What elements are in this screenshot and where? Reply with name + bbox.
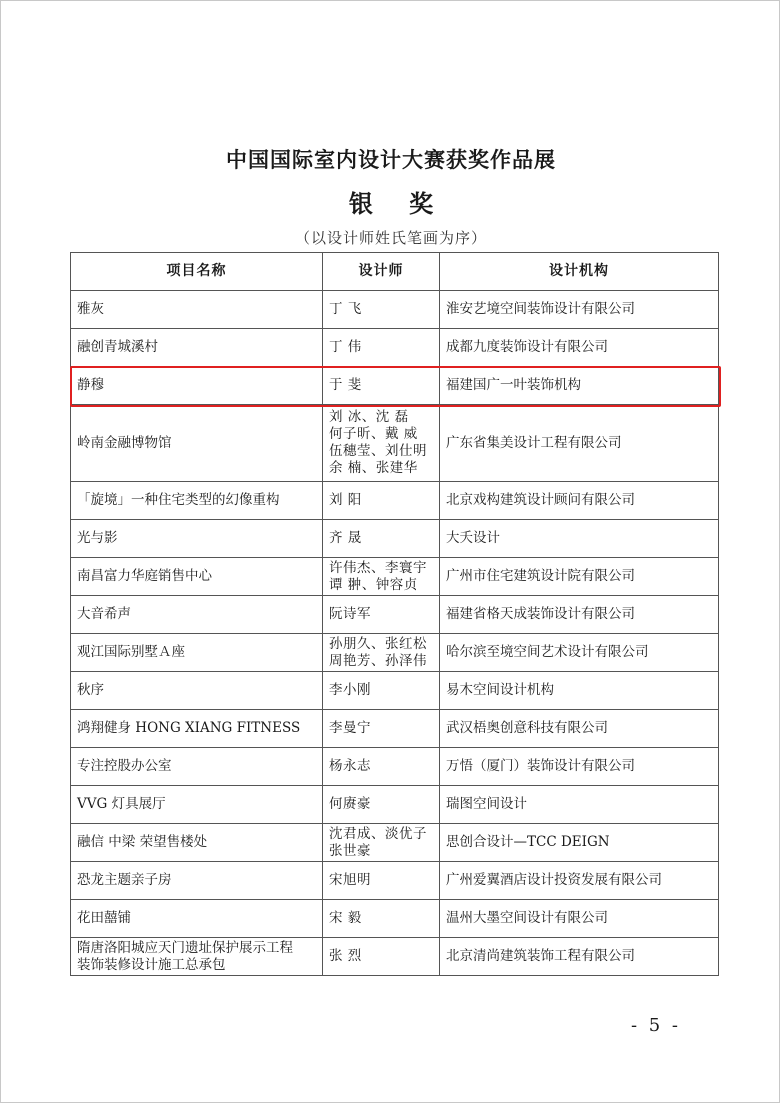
organization-cell: 北京清尚建筑装饰工程有限公司 <box>440 938 719 976</box>
project-name-cell <box>71 329 323 367</box>
table-row <box>71 558 719 596</box>
project-name-cell <box>71 672 323 710</box>
organization-cell: 广州爱翼酒店设计投资发展有限公司 <box>440 862 719 900</box>
ordering-note: （以设计师姓氏笔画为序） <box>294 229 487 247</box>
designer-name-line: 孙朋久、张红松 <box>329 635 427 652</box>
table-row <box>71 786 719 824</box>
table-row <box>71 710 719 748</box>
organization-cell: 福建国广一叶装饰机构 <box>440 367 719 405</box>
designer-cell <box>323 900 440 938</box>
project-name-line: 恐龙主题亲子房 <box>77 872 172 888</box>
organization-cell: 福建省格天成装饰设计有限公司 <box>440 596 719 634</box>
designer-cell <box>323 634 440 672</box>
designer-cell <box>323 482 440 520</box>
project-name-line: 光与影 <box>77 530 118 546</box>
designer-name-line: 李小刚 <box>329 682 371 698</box>
table-row <box>71 672 719 710</box>
designer-cell <box>323 748 440 786</box>
project-name-line: 秋序 <box>77 682 104 698</box>
project-name-line: 隋唐洛阳城应天门遗址保护展示工程 <box>77 939 293 956</box>
organization-cell: 万悟（厦门）装饰设计有限公司 <box>440 748 719 786</box>
designer-cell <box>323 672 440 710</box>
designer-name-line: 阮诗军 <box>329 606 371 622</box>
designer-name-line: 张世豪 <box>329 842 371 859</box>
project-name-line: 鸿翔健身 HONG XIANG FITNESS <box>77 720 301 736</box>
organization-cell: 哈尔滨至境空间艺术设计有限公司 <box>440 634 719 672</box>
page-title: 中国国际室内设计大赛获奖作品展 <box>226 147 556 172</box>
designer-name-line: 许伟杰、李寰宇 <box>329 559 427 576</box>
column-header-organization: 设计机构 <box>440 253 719 291</box>
table-body <box>71 291 719 976</box>
project-name-cell <box>71 291 323 329</box>
table-row <box>71 367 719 405</box>
designer-name-line: 伍穗莹、刘仕明 <box>329 443 427 459</box>
designer-name-line: 余 楠、张建华 <box>329 460 418 476</box>
designer-cell <box>323 329 440 367</box>
project-name-line: 南昌富力华庭销售中心 <box>77 568 212 584</box>
project-name-line: 「旋境」一种住宅类型的幻像重构 <box>77 492 280 508</box>
designer-cell <box>323 291 440 329</box>
project-name-cell <box>71 482 323 520</box>
designer-name-line: 杨永志 <box>329 758 371 774</box>
award-level-heading: 银 奖 <box>348 189 448 218</box>
project-name-cell <box>71 710 323 748</box>
designer-name-line: 于 斐 <box>329 377 362 393</box>
project-name-cell <box>71 938 323 976</box>
organization-cell: 瑞图空间设计 <box>440 786 719 824</box>
designer-name-line: 宋旭明 <box>329 872 371 888</box>
organization-cell: 北京戏构建筑设计顾问有限公司 <box>440 482 719 520</box>
designer-name-line: 何赓豪 <box>329 796 371 812</box>
designer-cell <box>323 862 440 900</box>
designer-cell <box>323 596 440 634</box>
project-name-line: 大音希声 <box>77 606 131 622</box>
designer-cell <box>323 520 440 558</box>
project-name-cell <box>71 520 323 558</box>
designer-cell <box>323 367 440 405</box>
designer-cell <box>323 938 440 976</box>
designer-name-line: 齐 晟 <box>329 530 362 546</box>
organization-cell: 温州大墨空间设计有限公司 <box>440 900 719 938</box>
table-row <box>71 748 719 786</box>
organization-cell: 思创合设计—TCC DEIGN <box>440 824 719 862</box>
project-name-cell <box>71 862 323 900</box>
designer-cell <box>323 786 440 824</box>
table-row <box>71 634 719 672</box>
designer-name-line: 刘 冰、沈 磊 <box>329 409 409 425</box>
table-row <box>71 520 719 558</box>
awards-table <box>70 252 719 976</box>
organization-cell: 武汉梧奥创意科技有限公司 <box>440 710 719 748</box>
designer-name-line: 何子昕、戴 威 <box>329 426 418 442</box>
designer-name-line: 周艳芳、孙泽伟 <box>329 652 427 669</box>
project-name-cell <box>71 596 323 634</box>
designer-name-line: 丁 飞 <box>329 301 362 317</box>
project-name-line: VVG 灯具展厅 <box>77 796 166 812</box>
organization-cell: 大夭设计 <box>440 520 719 558</box>
project-name-line: 融创青城溪村 <box>77 339 158 355</box>
organization-cell: 成都九度装饰设计有限公司 <box>440 329 719 367</box>
designer-cell <box>323 558 440 596</box>
project-name-line: 岭南金融博物馆 <box>77 434 172 451</box>
designer-name-line: 丁 伟 <box>329 339 362 355</box>
organization-cell: 易木空间设计机构 <box>440 672 719 710</box>
organization-cell: 广州市住宅建筑设计院有限公司 <box>440 558 719 596</box>
designer-name-line: 张 烈 <box>329 948 362 964</box>
organization-cell: 广东省集美设计工程有限公司 <box>440 405 719 482</box>
project-name-cell <box>71 824 323 862</box>
designer-cell <box>323 824 440 862</box>
table-row <box>71 405 719 482</box>
project-name-cell <box>71 786 323 824</box>
project-name-cell <box>71 748 323 786</box>
project-name-line: 装饰装修设计施工总承包 <box>77 956 226 973</box>
designer-name-line: 宋 毅 <box>329 910 362 926</box>
project-name-cell <box>71 558 323 596</box>
table-row <box>71 482 719 520</box>
project-name-line: 专注控股办公室 <box>77 758 172 774</box>
project-name-line: 雅灰 <box>77 301 104 317</box>
table-row <box>71 824 719 862</box>
table-row <box>71 938 719 976</box>
project-name-line: 花田囍铺 <box>77 910 131 926</box>
page-number: - 5 - <box>630 1015 681 1036</box>
project-name-line: 静穆 <box>77 377 104 393</box>
project-name-cell <box>71 634 323 672</box>
column-header-project: 项目名称 <box>71 253 323 291</box>
designer-cell <box>323 710 440 748</box>
table-row <box>71 291 719 329</box>
table-row <box>71 329 719 367</box>
project-name-cell <box>71 405 323 482</box>
organization-cell: 淮安艺境空间装饰设计有限公司 <box>440 291 719 329</box>
designer-name-line: 刘 阳 <box>329 492 362 508</box>
project-name-cell <box>71 367 323 405</box>
table-header-row <box>71 253 719 291</box>
table-row <box>71 596 719 634</box>
designer-name-line: 李曼宁 <box>329 720 371 736</box>
column-header-designer: 设计师 <box>323 253 440 291</box>
table-row <box>71 900 719 938</box>
designer-name-line: 谭 翀、钟容贞 <box>329 576 418 593</box>
designer-name-line: 沈君成、淡优子 <box>329 825 427 842</box>
project-name-line: 观江国际别墅Ａ座 <box>77 644 185 660</box>
designer-cell <box>323 405 440 482</box>
table-row <box>71 862 719 900</box>
project-name-cell <box>71 900 323 938</box>
project-name-line: 融信 中梁 荣望售楼处 <box>77 834 208 850</box>
